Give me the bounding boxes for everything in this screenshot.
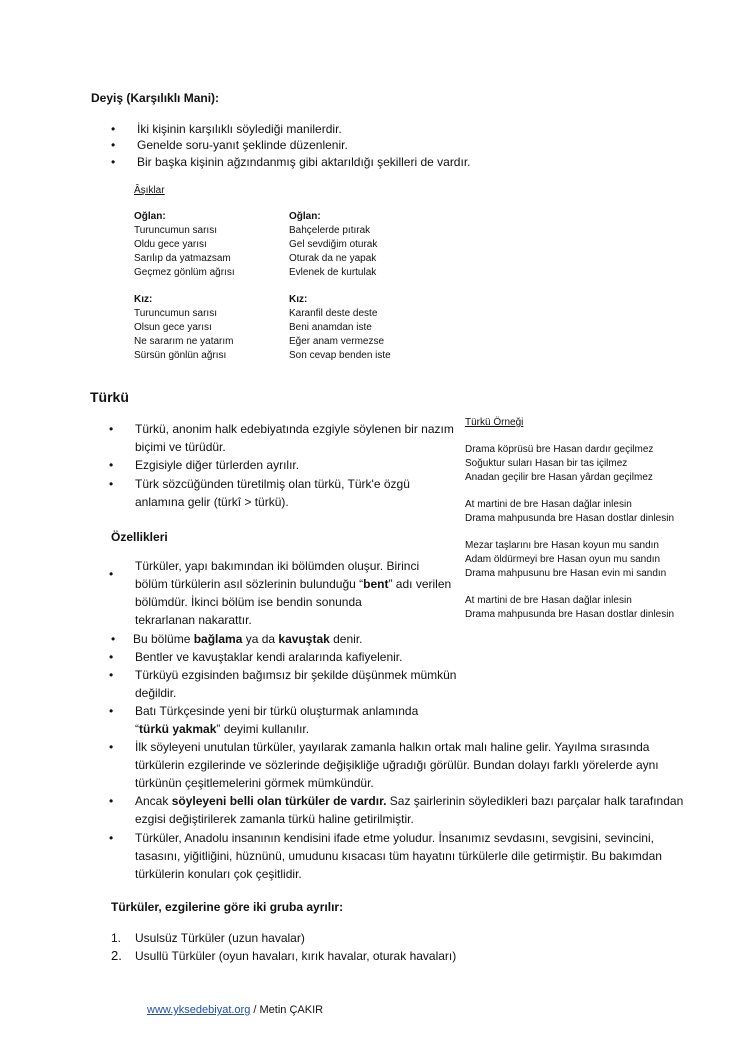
list-item: • İlk söyleyeni unutulan türküler, yayılarak zamanla halkın ortak malı haline gelir. Yayılma sırasında türkülerin ezgilerinde ve sözlerinde değişikliğe uğradığı görülür. Bundan dolayı farklı yörelerde aynı türkünün çeşitlemelerini görmek mümkündür. [109, 740, 659, 790]
bullet-icon: • [109, 477, 114, 491]
oglan-label: Oğlan: [134, 211, 166, 222]
list-item: • Bentler ve kavuştaklar kendi aralarında kafiyelenir. [109, 650, 403, 664]
turku-ornegi [465, 416, 674, 622]
list-item: • Batı Türkçesinde yeni bir türkü oluşturmak anlamında “türkü yakmak” deyimi kullanılır. [109, 704, 419, 736]
bullet-icon: • [111, 155, 116, 169]
poem-line: Adam öldürmeyi bre Hasan oyun mu sandın [465, 554, 661, 565]
footer-author: Metin ÇAKIR [259, 1004, 324, 1016]
poem-line: Bahçelerde pıtırak [289, 225, 371, 236]
poem-line: At martini de bre Hasan dağlar inlesin [465, 499, 632, 510]
deyis-heading: Deyiş (Karşılıklı Mani): [91, 91, 220, 105]
list-item: • Bu bölüme bağlama ya da kavuştak denir. [111, 632, 363, 646]
list-item: • Ezgisiyle diğer türlerden ayrılır. [109, 458, 300, 472]
list-item: • Türküyü ezgisinden bağımsız bir şekilde düşünmek mümkün değildir. [109, 668, 457, 700]
bullet-icon: • [109, 704, 114, 718]
footer: www.yksedebiyat.org / Metin ÇAKIR [147, 1004, 324, 1016]
poem-line: Drama mahpusunda bre Hasan dostlar dinlesin [465, 513, 675, 524]
bullet-icon: • [109, 668, 114, 682]
bullet-icon: • [109, 458, 114, 472]
oglan-col-1 [134, 210, 235, 280]
bullet-icon: • [109, 831, 114, 845]
kiz-col-1 [134, 293, 233, 363]
bullet-icon: • [109, 422, 114, 436]
list-item: 2. Usullü Türküler (oyun havaları, kırık havalar, oturak havaları) [111, 948, 457, 963]
poem-line: Geçmez gönlüm ağrısı [134, 267, 235, 278]
poem-line: Evlenek de kurtulak [289, 267, 377, 278]
ozellikler-heading: Özellikleri [111, 530, 168, 544]
bullet-icon: • [109, 740, 114, 754]
poem-line: Mezar taşlarını bre Hasan koyun mu sandın [465, 540, 659, 551]
poem-line: Turuncumun sarısı [134, 308, 217, 319]
poem-line: Drama mahpusunda bre Hasan dostlar dinlesin [465, 609, 675, 620]
poem-line: Olsun gece yarısı [134, 322, 212, 333]
bullet-icon: • [111, 138, 116, 152]
footer-link[interactable]: www.yksedebiyat.org [147, 1004, 251, 1016]
list-item: • Genelde soru-yanıt şeklinde düzenlenir. [111, 138, 348, 152]
kiz-label: Kız: [289, 294, 308, 305]
poem-line: Turuncumun sarısı [134, 225, 217, 236]
poem-line: Karanfil deste deste [289, 308, 378, 319]
poem-line: Oturak da ne yapak [289, 253, 377, 264]
poem-line: Soğuktur suları Hasan bir tas içilmez [465, 458, 628, 469]
list-item: • İki kişinin karşılıklı söylediği manilerdir. [111, 122, 342, 136]
list-item: • Bir başka kişinin ağzındanmış gibi aktarıldığı şekilleri de vardır. [111, 155, 471, 169]
bullet-icon: • [111, 632, 116, 646]
turku-ornegi-title: Türkü Örneği [465, 417, 524, 428]
poem-line: Sürsün gönlün ağrısı [134, 350, 227, 361]
poem-line: Beni anamdan iste [289, 322, 372, 333]
bullet-icon: • [109, 794, 114, 808]
bullet-icon: • [109, 650, 114, 664]
list-item: • Türküler, Anadolu insanının kendisini ifade etme yoludur. İnsanımız sevdasını, sevgisini, sevincini, tasasını, yiğitliğini, hüznünü, umudunu kısacası tüm hayatını türkülerle dile getirmiştir. Bu bakımdan türkülerin konuları çok çeşitlidir. [109, 831, 662, 881]
bullet-icon: • [111, 122, 116, 136]
poem-line: Son cevap benden iste [289, 350, 391, 361]
kiz-col-2 [289, 293, 391, 363]
list-item: • Ancak söyleyeni belli olan türküler de vardır. Saz şairlerinin söyledikleri bazı parçalar halk tarafından ezgisi değiştirilerek zamanla türkü haline getirilmiştir. [109, 794, 684, 826]
poem-line: Sarılıp da yatmazsam [134, 253, 231, 264]
oglan-label: Oğlan: [289, 211, 321, 222]
poem-line: Anadan geçilir bre Hasan yârdan geçilmez [465, 472, 653, 483]
list-number: 1. [111, 931, 122, 945]
list-item: • Türkü, anonim halk edebiyatında ezgiyle söylenen bir nazım biçimi ve türüdür. [109, 422, 454, 454]
list-item: • Türküler, yapı bakımından iki bölümden oluşur. Birinci bölüm türkülerin asıl sözlerinin bulunduğu “bent” adı verilen bölümdür. İkinci bölüm ise bendin sonunda tekrarlanan nakarattır. [109, 559, 452, 627]
kiz-label: Kız: [134, 294, 153, 305]
list-item: • Türk sözcüğünden türetilmiş olan türkü, Türk'e özgü anlamına gelir (türkî > türkü). [109, 477, 410, 509]
poem-line: Ne sararım ne yatarım [134, 336, 234, 347]
gruplar-heading: Türküler, ezgilerine göre iki gruba ayrılır: [111, 900, 344, 914]
list-item: 1. Usulsüz Türküler (uzun havalar) [111, 931, 305, 945]
poem-line: Oldu gece yarısı [134, 239, 207, 250]
poem-line: Eğer anam vermezse [289, 336, 385, 347]
poem-line: Drama mahpusunu bre Hasan evin mi sandın [465, 568, 667, 579]
bullet-icon: • [109, 567, 114, 581]
poem-line: Gel sevdiğim oturak [289, 239, 378, 250]
oglan-col-2 [289, 210, 377, 280]
asiklar-label: Âşıklar [134, 185, 165, 196]
poem-line: At martini de bre Hasan dağlar inlesin [465, 595, 632, 606]
turku-heading: Türkü [90, 389, 129, 405]
poem-line: Drama köprüsü bre Hasan dardır geçilmez [465, 444, 654, 455]
list-number: 2. [111, 948, 122, 963]
